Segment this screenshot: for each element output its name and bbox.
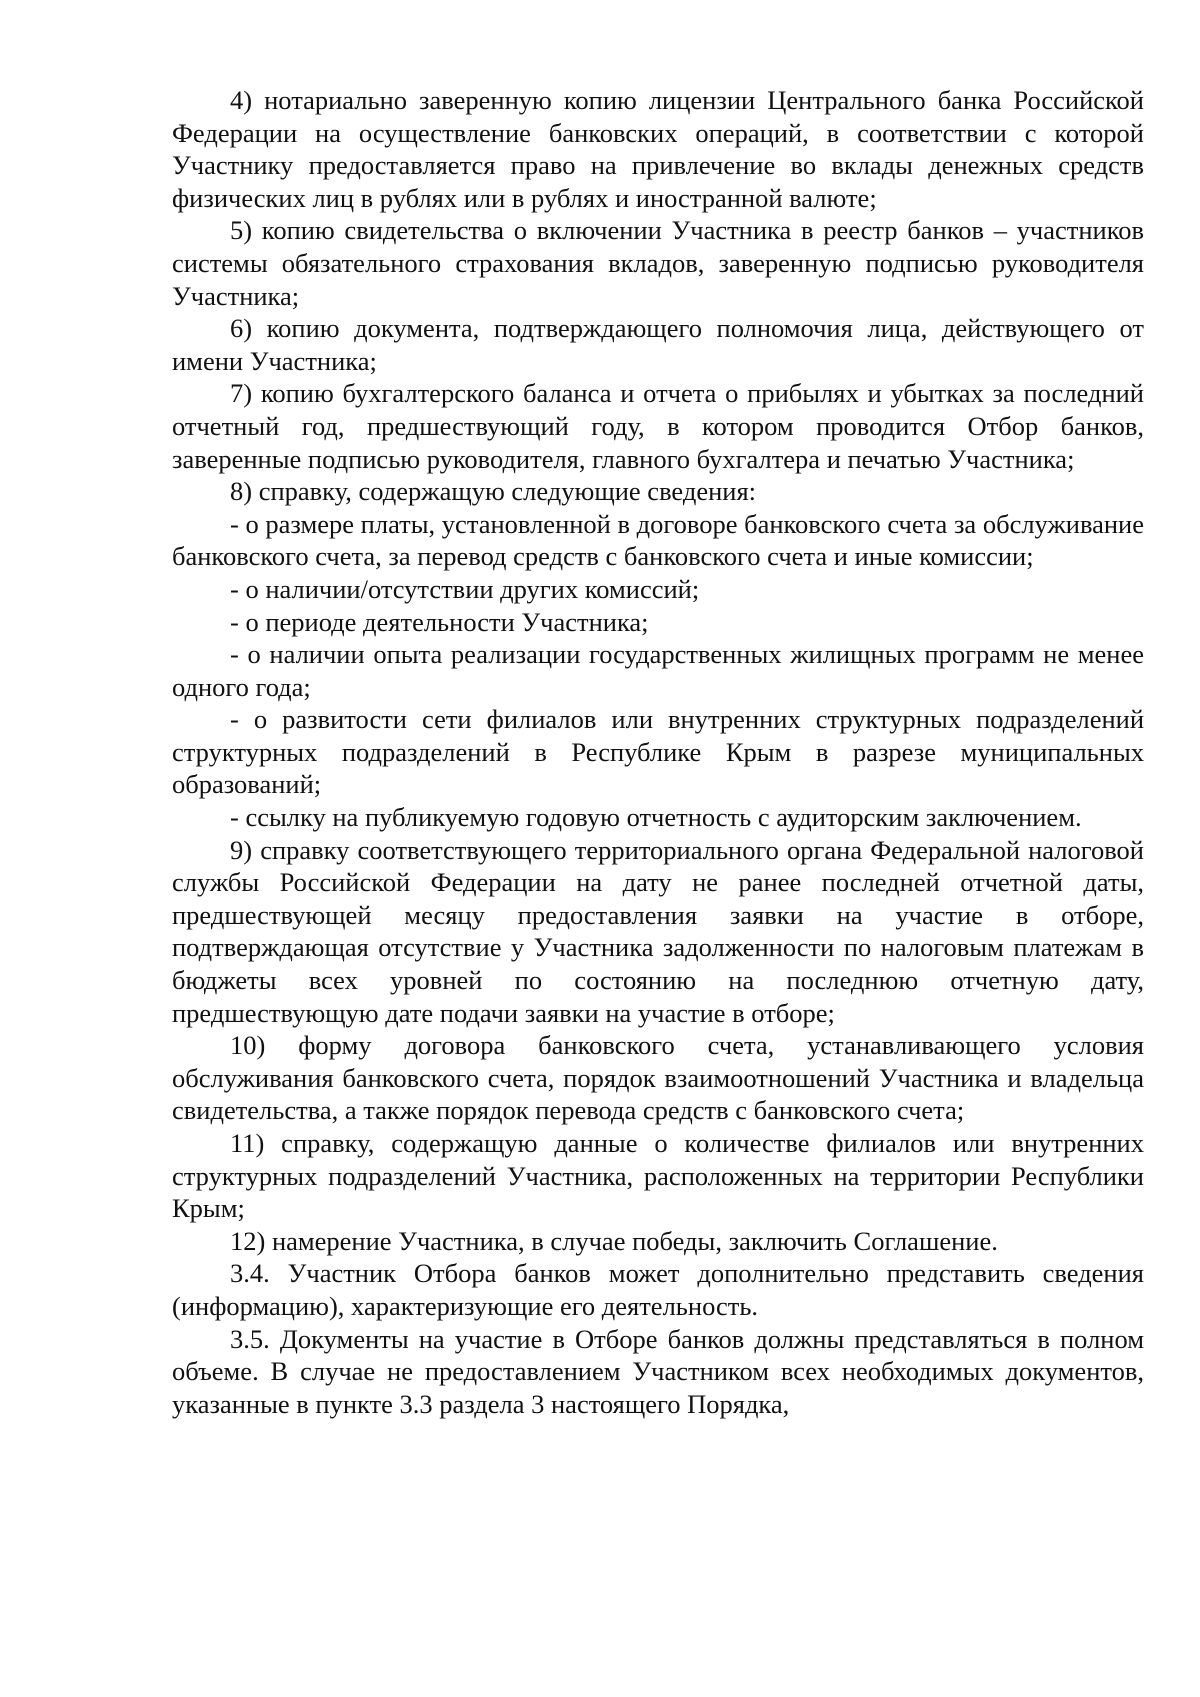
paragraph-subitem-commissions: - о наличии/отсутствии других комиссий; [230,573,700,604]
paragraph-item-7-balance: 7) копию бухгалтерского баланса и отчета о прибылях и убытках за последний отчетный год, предшествующий году, в котором проводится Отбор банков, заверенные подписью руководителя, главного бухгалтера и печатью Участника; [172,378,1144,474]
paragraph-subitem-reporting: - ссылку на публикуемую годовую отчетность с аудиторским заключением. [230,802,1082,833]
paragraph-item-9-tax: 9) справку соответствующего территориального органа Федеральной налоговой службы Российской Федерации на дату не ранее последней отчетной даты, предшествующей месяцу предоставления заявки на участие в отборе, подтверждающая отсутствие у Участника задолженности по налоговым платежам в бюджеты всех уровней по состоянию на последнюю отчетную дату, предшествующую дате подачи заявки на участие в отборе; [172,834,1144,1028]
paragraph-subitem-period: - о периоде деятельности Участника; [230,606,649,637]
paragraph-section-3-5: 3.5. Документы на участие в Отборе банков должны представляться в полном объеме. В случае не предоставлением Участником всех необходимых документов, указанные в пункте 3.3 раздела 3 настоящего Порядка, [172,1323,1144,1419]
paragraph-item-4-license: 4) нотариально заверенную копию лицензии Центрального банка Российской Федерации на осуществление банковских операций, в соответствии с которой Участнику предоставляется право на привлечение во вклады денежных средств физических лиц в рублях или в рублях и иностранной валюте; [172,85,1144,213]
paragraph-subitem-experience: - о наличии опыта реализации государственных жилищных программ не менее одного года; [172,639,1144,702]
paragraph-item-10-contract: 10) форму договора банковского счета, устанавливающего условия обслуживания банковского счета, порядок взаимоотношений Участника и владельца свидетельства, а также порядок перевода средств с банковского счета; [172,1030,1144,1126]
document-page [172,84,1144,1420]
paragraph-subitem-fees: - о размере платы, установленной в договоре банковского счета за обслуживание банковского счета, за перевод средств с банковского счета и иные комиссии; [172,508,1144,572]
paragraph-item-8-certificate-info: 8) справку, содержащую следующие сведения: [230,476,757,507]
paragraph-section-3-4: 3.4. Участник Отбора банков может дополнительно представить сведения (информацию), характеризующие его деятельность. [172,1258,1144,1321]
paragraph-item-11-branches: 11) справку, содержащую данные о количестве филиалов или внутренних структурных подразделений Участника, расположенных на территории Республики Крым; [172,1128,1144,1224]
paragraph-item-12-intention: 12) намерение Участника, в случае победы, заключить Соглашение. [230,1225,998,1256]
paragraph-item-6-authority: 6) копию документа, подтверждающего полномочия лица, действующего от имени Участника; [172,313,1144,376]
paragraph-item-5-certificate: 5) копию свидетельства о включении Участника в реестр банков – участников системы обязательного страхования вкладов, заверенную подписью руководителя Участника; [172,215,1144,311]
paragraph-subitem-network: - о развитости сети филиалов или внутренних структурных подразделений структурных подразделений в Республике Крым в разрезе муниципальных образований; [172,704,1144,800]
